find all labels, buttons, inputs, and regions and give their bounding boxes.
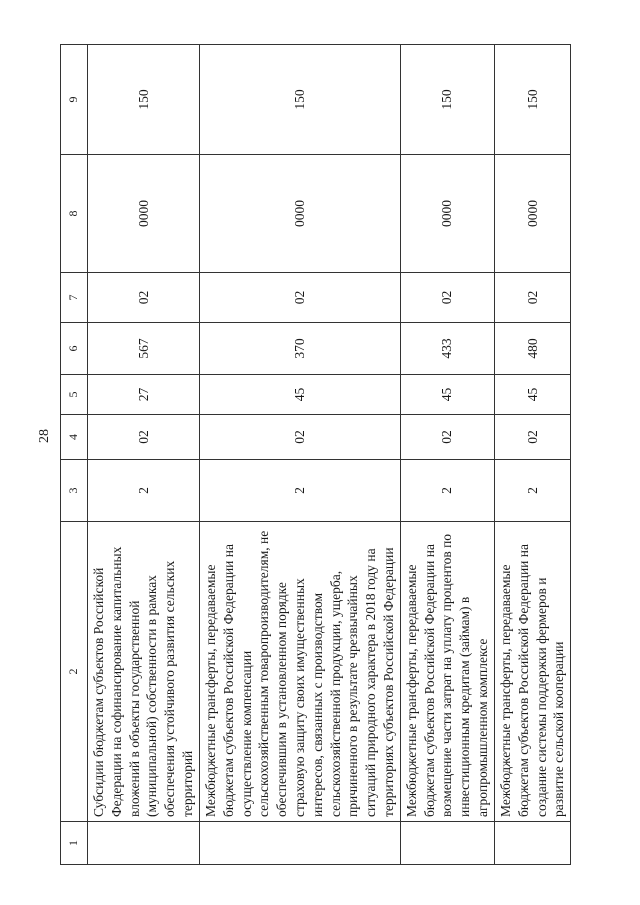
- cell-description: Межбюджетные трансферты, передаваемые бюджетам субъектов Российской Федерации на возмещение части затрат на уплату процентов по инвестиционным кредитам (займам) в агропромышленном комплексе: [400, 522, 494, 822]
- cell-col5: 45: [494, 375, 570, 415]
- cell-col4: 02: [400, 415, 494, 460]
- cell-col6: 567: [88, 323, 200, 375]
- cell-col8: 0000: [199, 155, 400, 273]
- column-header-1: 1: [61, 822, 88, 865]
- column-header-3: 3: [61, 460, 88, 522]
- cell-col7: 02: [494, 273, 570, 323]
- cell-col9: 150: [494, 45, 570, 155]
- cell-col4: 02: [494, 415, 570, 460]
- cell-col4: 02: [199, 415, 400, 460]
- cell-col9: 150: [88, 45, 200, 155]
- cell-col6: 433: [400, 323, 494, 375]
- cell-col3: 2: [494, 460, 570, 522]
- cell-col5: 45: [199, 375, 400, 415]
- cell-description: Межбюджетные трансферты, передаваемые бюджетам субъектов Российской Федерации на осуществление компенсации сельскохозяйственным товаропроизводителям, не обеспечившим в установленном порядке страховую защиту своих имущественных интересов, связанных с производством сельскохозяйственной продукции, ущерба, причиненного в результате чрезвычайных ситуаций природного характера в 2018 году на территориях субъектов Российской Федерации: [199, 522, 400, 822]
- cell-col3: 2: [88, 460, 200, 522]
- table-row: [494, 45, 570, 865]
- cell-col6: 370: [199, 323, 400, 375]
- cell-col1: [88, 822, 200, 865]
- cell-col7: 02: [88, 273, 200, 323]
- table-row: [88, 45, 200, 865]
- column-header-7: 7: [61, 273, 88, 323]
- cell-col5: 27: [88, 375, 200, 415]
- column-header-9: 9: [61, 45, 88, 155]
- column-header-5: 5: [61, 375, 88, 415]
- cell-col9: 150: [199, 45, 400, 155]
- cell-col7: 02: [199, 273, 400, 323]
- cell-col7: 02: [400, 273, 494, 323]
- cell-col3: 2: [199, 460, 400, 522]
- budget-classification-table: [60, 44, 571, 865]
- cell-col1: [400, 822, 494, 865]
- cell-col5: 45: [400, 375, 494, 415]
- column-header-4: 4: [61, 415, 88, 460]
- cell-col8: 0000: [400, 155, 494, 273]
- cell-col3: 2: [400, 460, 494, 522]
- column-header-6: 6: [61, 323, 88, 375]
- cell-col9: 150: [400, 45, 494, 155]
- cell-col4: 02: [88, 415, 200, 460]
- cell-col8: 0000: [88, 155, 200, 273]
- cell-col1: [199, 822, 400, 865]
- cell-col1: [494, 822, 570, 865]
- rotated-table-container: [60, 45, 567, 865]
- cell-description: Субсидии бюджетам субъектов Российской Федерации на софинансирование капитальных вложений в объекты государственной (муниципальной) собственности в рамках обеспечения устойчивого развития сельских территорий: [88, 522, 200, 822]
- cell-description: Межбюджетные трансферты, передаваемые бюджетам субъектов Российской Федерации на создание системы поддержки фермеров и развитие сельской кооперации: [494, 522, 570, 822]
- column-number-row: [61, 45, 88, 865]
- column-header-2: 2: [61, 522, 88, 822]
- page-number: 28: [37, 429, 52, 443]
- column-header-8: 8: [61, 155, 88, 273]
- cell-col6: 480: [494, 323, 570, 375]
- table-row: [199, 45, 400, 865]
- table-row: [400, 45, 494, 865]
- cell-col8: 0000: [494, 155, 570, 273]
